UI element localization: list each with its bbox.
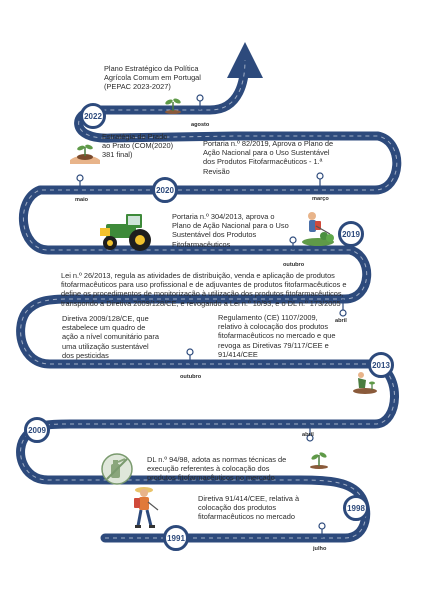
- month-label-marco: março: [312, 196, 329, 202]
- event-text-diretiva-2009-128: Diretiva 2009/128/CE, que estabelece um quadro de ação a nível comunitário para uma utilização sustentável dos pesticidas: [62, 314, 159, 360]
- month-label-outubro-2009: outubro: [180, 374, 202, 380]
- year-badge-2020: 2020: [152, 177, 178, 203]
- year-badge-1998: 1998: [343, 495, 369, 521]
- year-badge-2013: 2013: [368, 352, 394, 378]
- event-text-lei-26-2013: Lei n.º 26/2013, regula as atividades de distribuição, venda e aplicação de produtos fitofarmacêuticos para uso profissional e de adjuvantes de produtos fitofarmacêuticos e define os procedimentos de monitorização à utilização dos produtos fitofarmacêuticos, transpondo a Diretiva 2009/128/CE, e revogando a Lei n.º 10/93, e o DL n.º 173/2005: [61, 271, 347, 308]
- year-badge-2019: 2019: [338, 221, 364, 247]
- event-text-pepac: Plano Estratégico da Política Agrícola Comum em Portugal (PEPAC 2023-2027): [104, 64, 201, 92]
- month-label-abril-2013: abril: [335, 318, 347, 324]
- seedling-icon: [308, 449, 330, 469]
- event-text-portaria-82-2019: Portaria n.º 82/2019, Aprova o Plano de Ação Nacional para o Uso Sustentável dos Produtos Fitofarmacêuticos - 1.ª Revisão: [203, 139, 334, 176]
- hands-plant-icon: [68, 140, 102, 166]
- event-text-prado-ao-prato: Estratégia do Prado ao Prato (COM(2020) 381 final): [102, 132, 174, 160]
- event-text-portaria-304-2013: Portaria n.º 304/2013, aprova o Plano de Ação Nacional para o Uso Sustentável dos Produtos Fitofarmacêuticos: [172, 212, 289, 249]
- no-spray-icon: [100, 452, 134, 486]
- month-label-outubro-2013: outubro: [283, 262, 305, 268]
- month-label-maio: maio: [75, 197, 89, 203]
- month-label-julho: julho: [313, 546, 327, 552]
- year-badge-1991: 1991: [163, 525, 189, 551]
- tractor-icon: [96, 212, 158, 252]
- event-text-regulamento-1107-2009: Regulamento (CE) 1107/2009, relativo à colocação dos produtos fitofarmacêuticos no mercado e que revoga as Diretivas 79/117/CEE e 91/414/CEE: [218, 313, 336, 359]
- farmer-spraying-icon: [300, 208, 336, 246]
- event-text-dl-94-98: DL n.º 94/98, adota as normas técnicas de execução referentes à colocação dos produtos fitofarmacêuticos no mercado: [147, 455, 287, 483]
- year-badge-2009: 2009: [24, 417, 50, 443]
- event-text-diretiva-91-414: Diretiva 91/414/CEE, relativa à colocação dos produtos fitofarmacêuticos no mercado: [198, 494, 300, 522]
- month-label-agosto: agosto: [191, 122, 210, 128]
- month-label-abril-1998: abril: [302, 432, 314, 438]
- farmer-walking-sprayer-icon: [126, 484, 162, 534]
- sprout-icon: [162, 96, 184, 114]
- year-badge-2022: 2022: [80, 103, 106, 129]
